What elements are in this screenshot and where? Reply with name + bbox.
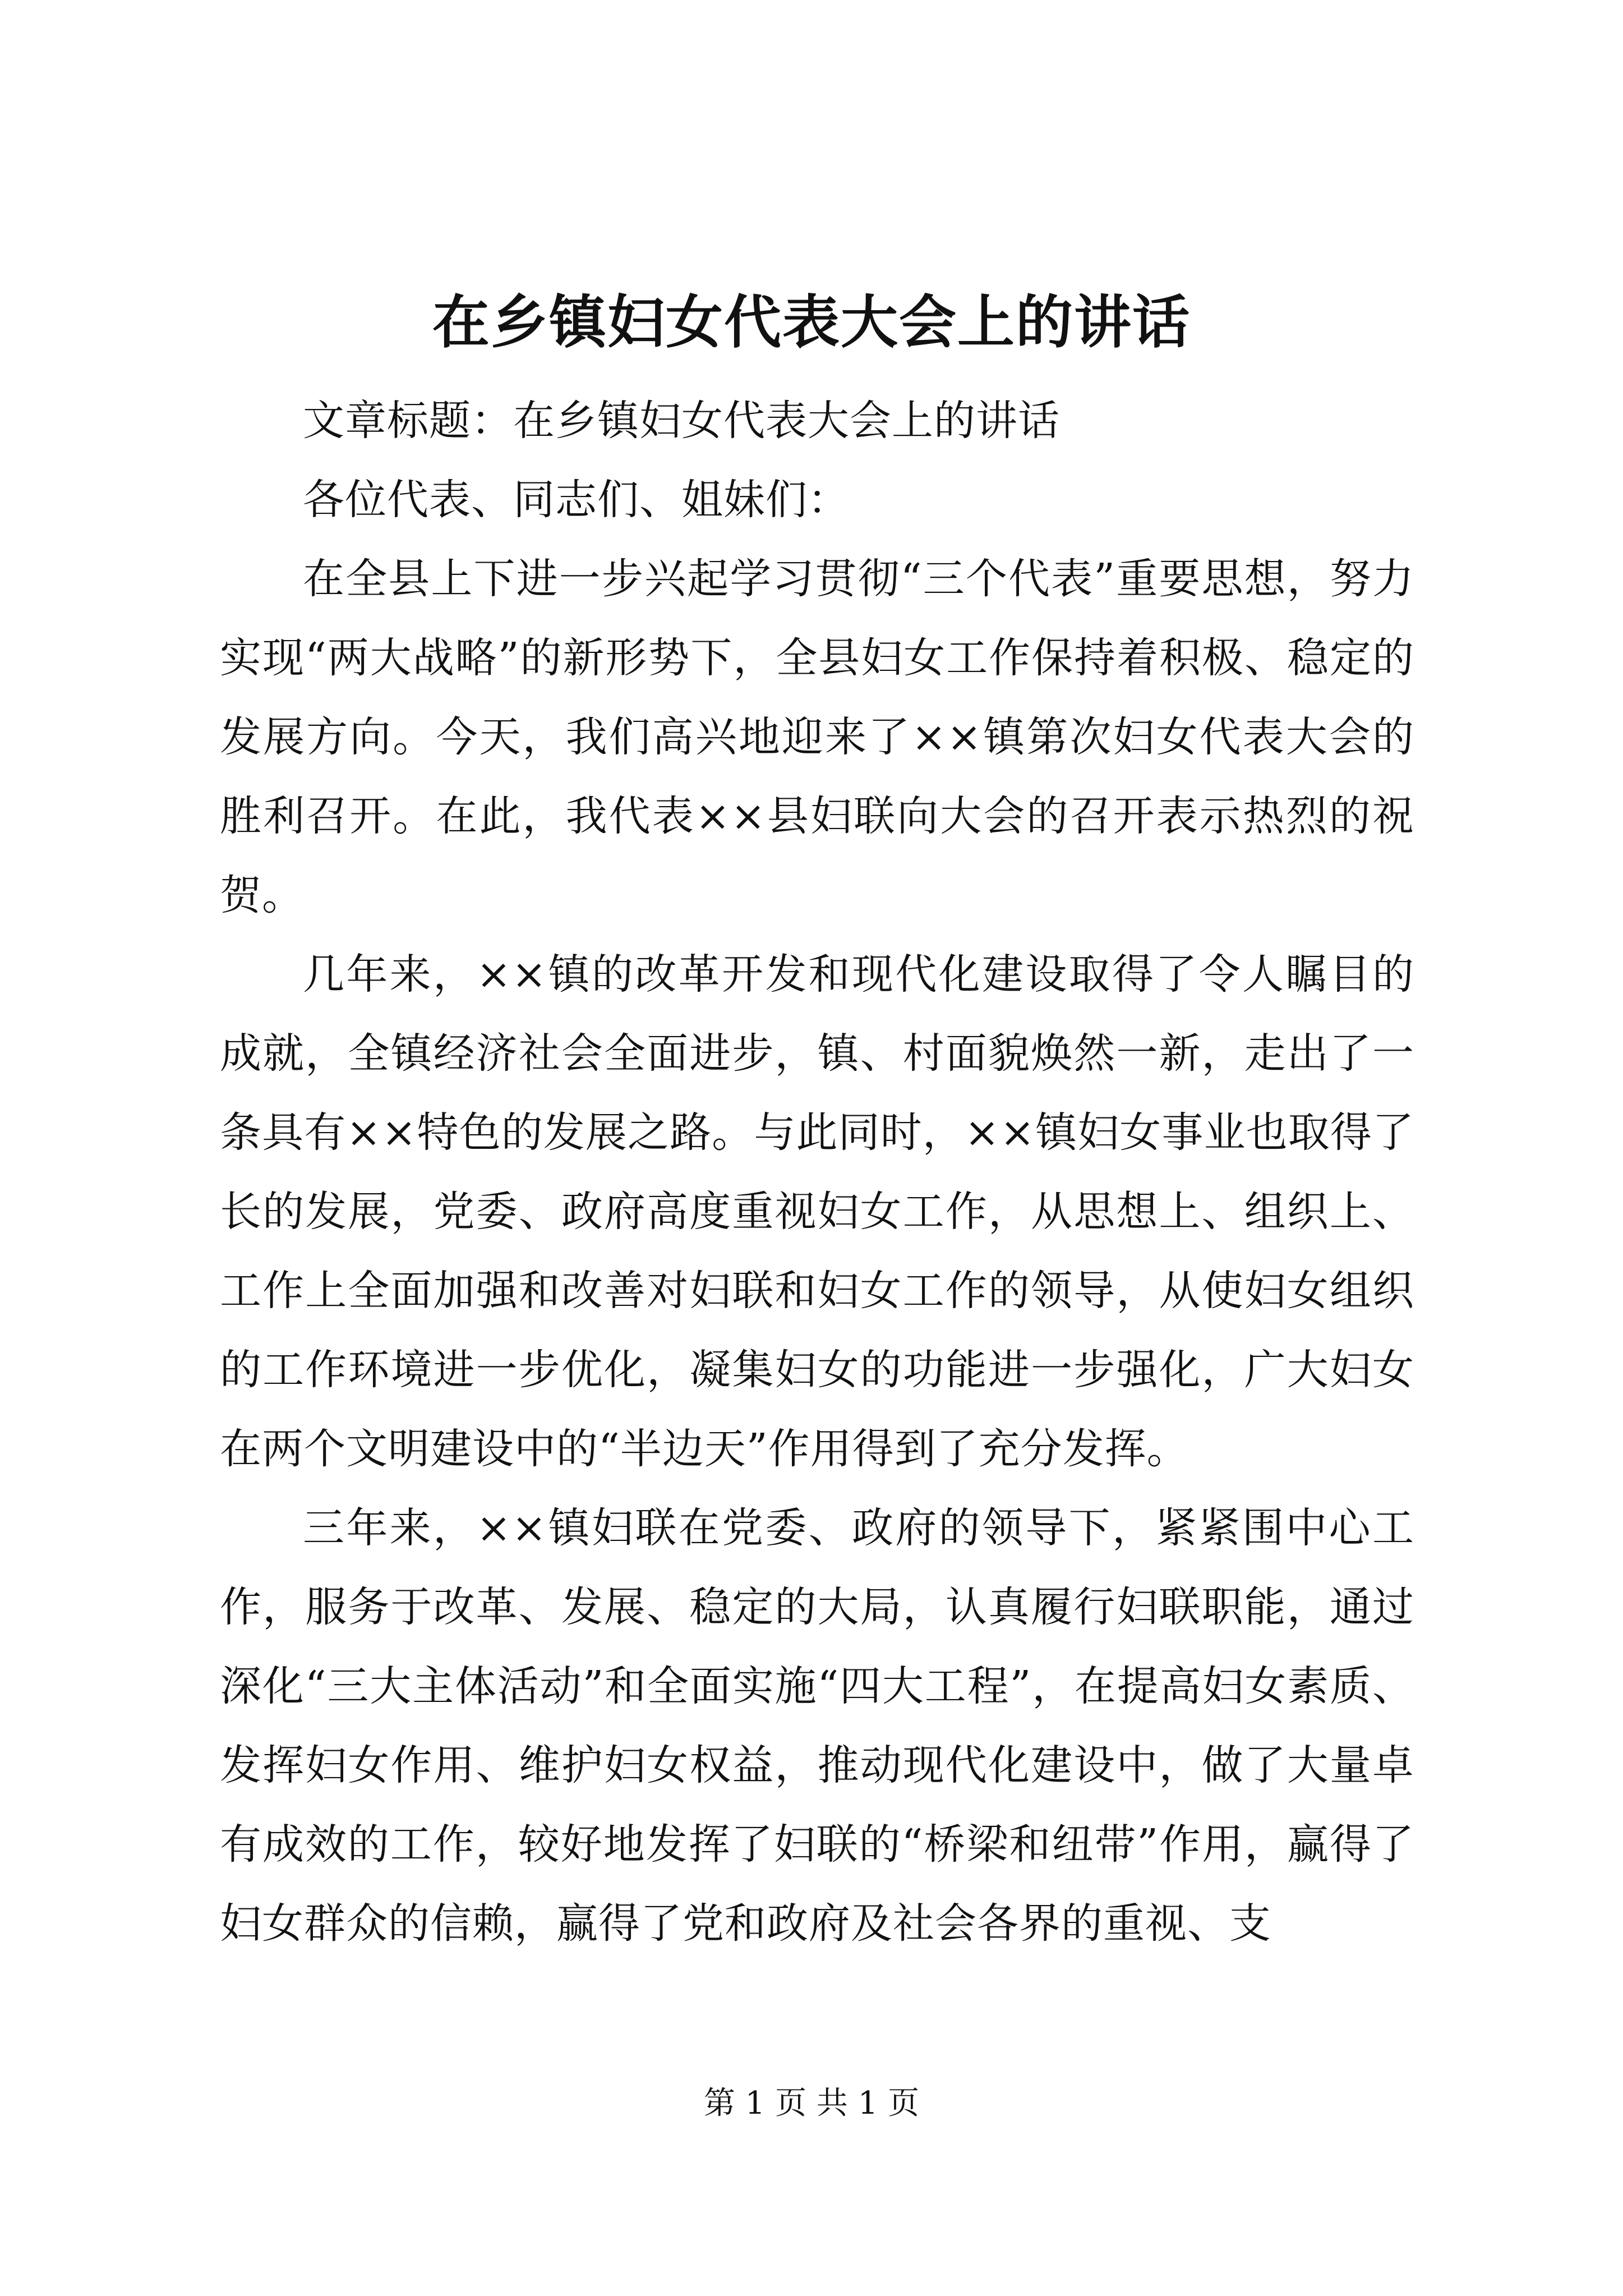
- paragraph: 三年来，××镇妇联在党委、政府的领导下，紧紧围中心工作，服务于改革、发展、稳定的大局，认真履行妇联职能，通过深化“三大主体活动”和全面实施“四大工程”，在提高妇女素质、发挥妇女作用、维护妇女权益，推动现代化建设中，做了大量卓有成效的工作，较好地发挥了妇联的“桥梁和纽带”作用，赢得了妇女群众的信赖，赢得了党和政府及社会各界的重视、支: [220, 1504, 1414, 1948]
- paragraph-article-title: 文章标题：在乡镇妇女代表大会上的讲话: [303, 397, 1060, 445]
- paragraph-salutation: 各位代表、同志们、姐妹们：: [303, 476, 850, 524]
- paragraph: 在全县上下进一步兴起学习贯彻“三个代表”重要思想，努力实现“两大战略”的新形势下，全县妇女工作保持着积极、稳定的发展方向。今天，我们高兴地迎来了××镇第次妇女代表大会的胜利召开。在此，我代表××县妇联向大会的召开表示热烈的祝贺。: [220, 555, 1414, 919]
- page-number-footer: 第 1 页 共 1 页: [703, 2085, 920, 2122]
- document-title: 在乡镇妇女代表大会上的讲话: [432, 289, 1191, 356]
- document-body: [220, 381, 1414, 1963]
- paragraph: 几年来，××镇的改革开发和现代化建设取得了令人瞩目的成就，全镇经济社会全面进步，镇、村面貌焕然一新，走出了一条具有××特色的发展之路。与此同时，××镇妇女事业也取得了长的发展，党委、政府高度重视妇女工作，从思想上、组织上、工作上全面加强和改善对妇联和妇女工作的领导，从使妇女组织的工作环境进一步优化，凝集妇女的功能进一步强化，广大妇女在两个文明建设中的“半边天”作用得到了充分发挥。: [220, 950, 1414, 1473]
